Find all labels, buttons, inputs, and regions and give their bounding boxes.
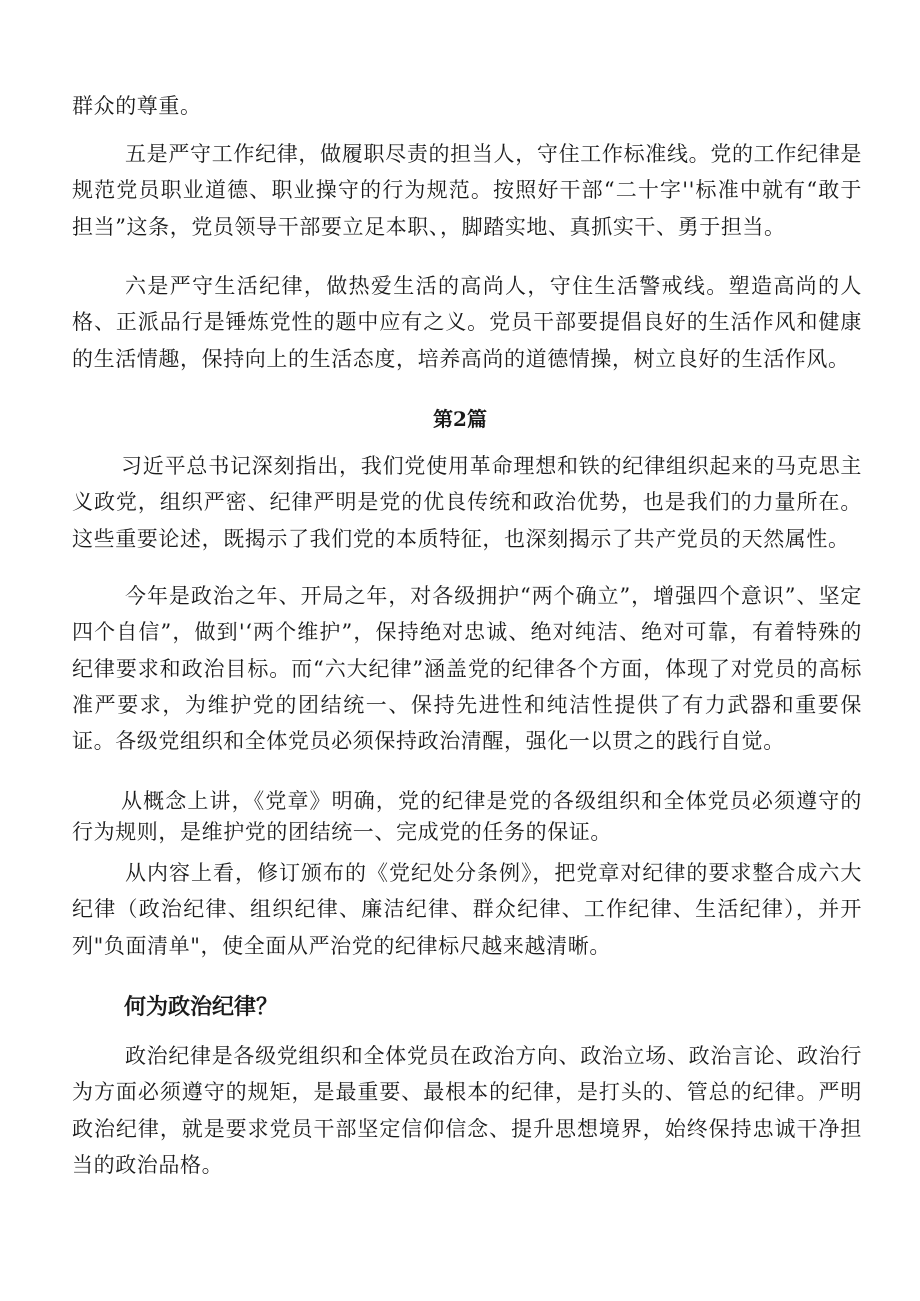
paragraph-3: 习近平总书记深刻指出，我们党使用革命理想和铁的纪律组织起来的马克思主义政党，组织严密、纪律严明是党的优良传统和政治优势，也是我们的力量所在。这些重要论述，既揭示了我们党的本质特征，也深刻揭示了共产党员的天然属性。 bbox=[72, 454, 862, 551]
paragraph-7: 政治纪律是各级党组织和全体党员在政治方向、政治立场、政治言论、政治行为方面必须遵守的规矩，是最重要、最根本的纪律，是打头的、管总的纪律。严明政治纪律，就是要求党员干部坚定信仰信念、提升思想境界，始终保持忠诚干净担当的政治品格。 bbox=[72, 1044, 862, 1177]
paragraph-0: 群众的尊重。 bbox=[72, 94, 202, 118]
paragraph-6: 从内容上看，修订颁布的《党纪处分条例》，把党章对纪律的要求整合成六大纪律（政治纪律、组织纪律、廉洁纪律、群众纪律、工作纪律、生活纪律），并开列"负面清单"，使全面从严治党的纪律标尺越来越清晰。 bbox=[72, 861, 862, 958]
paragraph-1: 五是严守工作纪律，做履职尽责的担当人，守住工作标准线。党的工作纪律是规范党员职业道德、职业操守的行为规范。按照好干部“二十字''标准中就有“敢于担当”这条，党员领导干部要立足本职、，脚踏实地、真抓实干、勇于担当。 bbox=[72, 142, 862, 239]
subheading: 何为政治纪律？ bbox=[124, 995, 279, 1020]
paragraph-4: 今年是政治之年、开局之年，对各级拥护“两个确立”，增强四个意识”、坚定四个自信”，做到'‘两个维护”，保持绝对忠诚、绝对纯洁、绝对可靠，有着特殊的纪律要求和政治目标。而“六大纪律”涵盖党的纪律各个方面，体现了对党员的高标准严要求，为维护党的团结统一、保持先进性和纯洁性提供了有力武器和重要保证。各级党组织和全体党员必须保持政治清醒，强化一以贯之的践行自觉。 bbox=[72, 584, 862, 754]
section-title: 第2篇 bbox=[433, 407, 487, 431]
paragraph-5: 从概念上讲，《党章》明确，党的纪律是党的各级组织和全体党员必须遵守的行为规则，是维护党的团结统一、完成党的任务的保证。 bbox=[72, 789, 862, 844]
paragraph-2: 六是严守生活纪律，做热爱生活的高尚人，守住生活警戒线。塑造高尚的人格、正派品行是锤炼党性的题中应有之义。党员干部要提倡良好的生活作风和健康的生活情趣，保持向上的生活态度，培养高尚的道德情操，树立良好的生活作风。 bbox=[72, 274, 862, 371]
